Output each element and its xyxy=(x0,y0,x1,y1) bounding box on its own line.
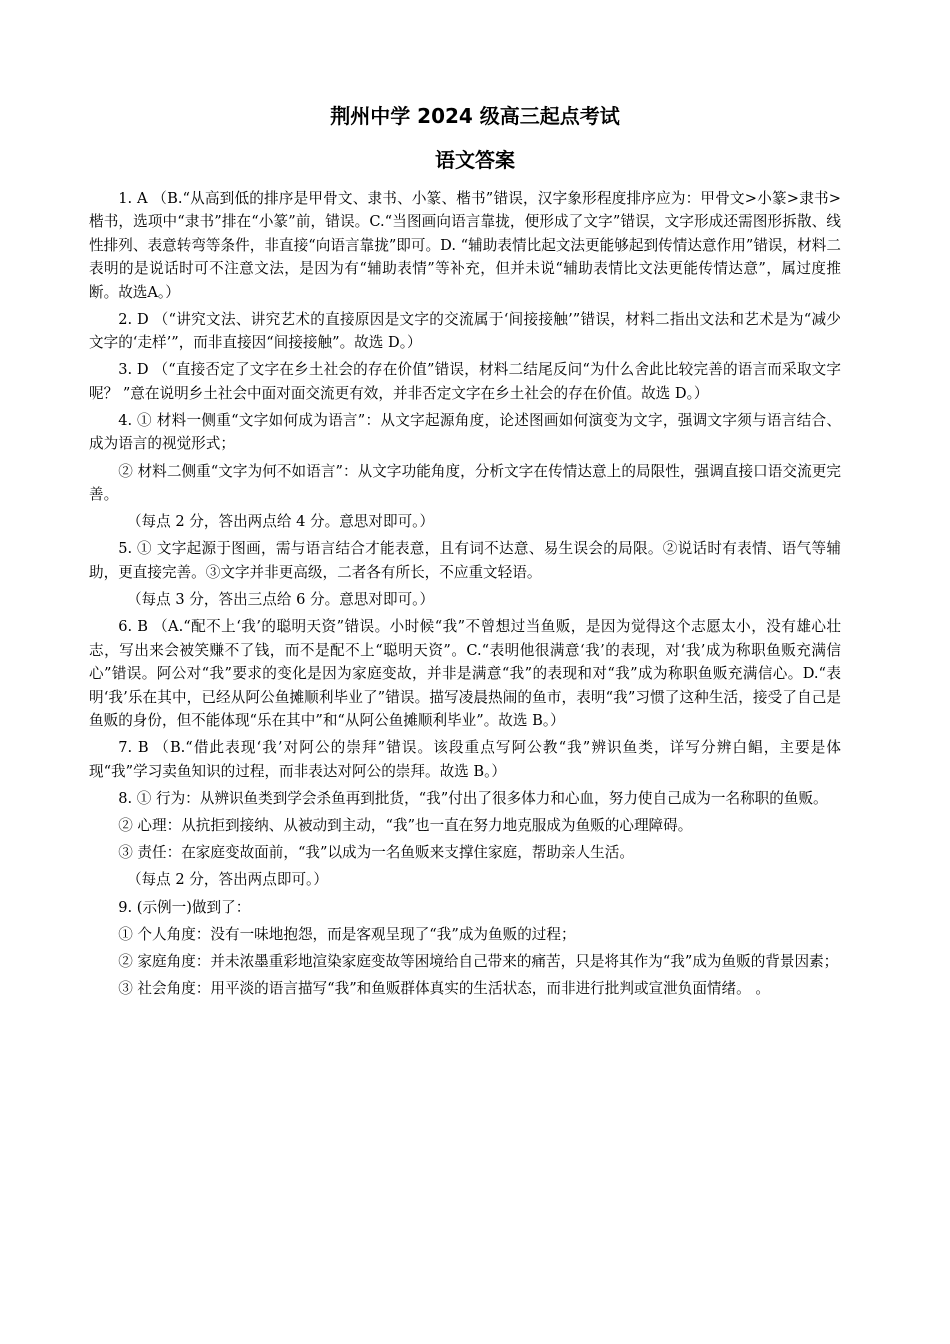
page-subtitle: 语文答案 xyxy=(435,148,515,172)
answer-5: 5. ① 文字起源于图画，需与语言结合才能表意，且有词不达意、易生误会的局限。②说话时有表情、语气等辅助，更直接完善。③文字并非更高级，二者各有所长，不应重文轻语。 xyxy=(89,540,841,581)
answer-7: 7. B （B.“借此表现‘我’对阿公的崇拜”错误。该段重点写阿公教“我”辨识鱼类，详写分辨白鲳，主要是体现“我”学习卖鱼知识的过程，而非表达对阿公的崇拜。故选 B。） xyxy=(89,739,841,780)
answer-8-point-1: 8. ① 行为：从辨识鱼类到学会杀鱼再到批货，“我”付出了很多体力和心血，努力使自己成为一名称职的鱼贩。 xyxy=(118,789,828,807)
answer-9-heading: 9. (示例一)做到了： xyxy=(118,898,251,916)
answer-9-point-1: ① 个人角度：没有一味地抱怨，而是客观呈现了“我”成为鱼贩的过程； xyxy=(118,925,576,943)
answer-9-point-3: ③ 社会角度：用平淡的语言描写“我”和鱼贩群体真实的生活状态，而非进行批判或宣泄负面情绪。 。 xyxy=(118,980,770,998)
answer-4-point-2: ② 材料二侧重“文字为何不如语言”：从文字功能角度，分析文字在传情达意上的局限性，强调直接口语交流更完善。 xyxy=(89,462,841,504)
answer-body xyxy=(89,187,841,1004)
answer-8-point-3: ③ 责任：在家庭变故面前，“我”以成为一名鱼贩来支撑住家庭，帮助亲人生活。 xyxy=(118,844,634,862)
answer-3: 3. D （“直接否定了文字在乡土社会的存在价值”错误，材料二结尾反问“为什么舍此比较完善的语言而采取文字呢？ ”意在说明乡土社会中面对面交流更有效，并非否定文字在乡土社会的存在价值。故选 D。） xyxy=(89,361,841,402)
answer-1: 1. A （B.“从高到低的排序是甲骨文、隶书、小篆、楷书”错误，汉字象形程度排序应为：甲骨文>小篆>隶书>楷书，选项中“隶书”排在“小篆”前，错误。C.“当图画向语言靠拢，便形成了文字”错误，文字形成还需图形拆散、线性排列、表意转弯等条件，非直接“向语言靠拢”即可。D. “辅助表情比起文法更能够起到传情达意作用”错误，材料二表明的是说话时可不注意文法，是因为有“辅助表情”等补充，但并未说“辅助表情比文法更能传情达意”，属过度推断。故选A。） xyxy=(89,190,841,301)
answer-2: 2. D （“讲究文法、讲究艺术的直接原因是文字的交流属于‘间接接触’”错误，材料二指出文法和艺术是为“减少文字的‘走样’”，而非直接因“间接接触”。故选 D。） xyxy=(89,310,841,352)
answer-6: 6. B （A.“配不上‘我’的聪明天资”错误。小时候“我”不曾想过当鱼贩，是因为觉得这个志愿太小，没有雄心壮志，写出来会被笑赚不了钱，而不是配不上“聪明天资”。C.“表明他很满意‘我’的表现，对‘我’成为称职鱼贩充满信心”错误。阿公对“我”要求的变化是因为家庭变故，并非是满意“我”的表现和对“我”成为称职鱼贩充满信心。D.“表明‘我’乐在其中，已经从阿公鱼摊顺利毕业了”错误。描写凌晨热闹的鱼市，表明“我”习惯了这种生活，接受了自己是鱼贩的身份，但不能体现“乐在其中”和“从阿公鱼摊顺利毕业”。故选 B。） xyxy=(89,618,841,729)
answer-4-scoring-note: （每点 2 分，答出两点给 4 分。意思对即可。） xyxy=(126,513,435,531)
answer-5-scoring-note: （每点 3 分，答出三点给 6 分。意思对即可。） xyxy=(126,591,435,609)
page-title: 荆州中学 2024 级高三起点考试 xyxy=(330,104,620,128)
answer-4-point-1: 4. ① 材料一侧重“文字如何成为语言”：从文字起源角度，论述图画如何演变为文字，强调文字须与语言结合、成为语言的视觉形式； xyxy=(89,412,841,453)
answer-9-point-2: ② 家庭角度：并未浓墨重彩地渲染家庭变故等困境给自己带来的痛苦，只是将其作为“我”成为鱼贩的背景因素； xyxy=(118,952,839,970)
answer-8-point-2: ② 心理：从抗拒到接纳、从被动到主动，“我”也一直在努力地克服成为鱼贩的心理障碍。 xyxy=(118,816,693,834)
answer-8-scoring-note: （每点 2 分，答出两点即可。） xyxy=(126,871,328,889)
